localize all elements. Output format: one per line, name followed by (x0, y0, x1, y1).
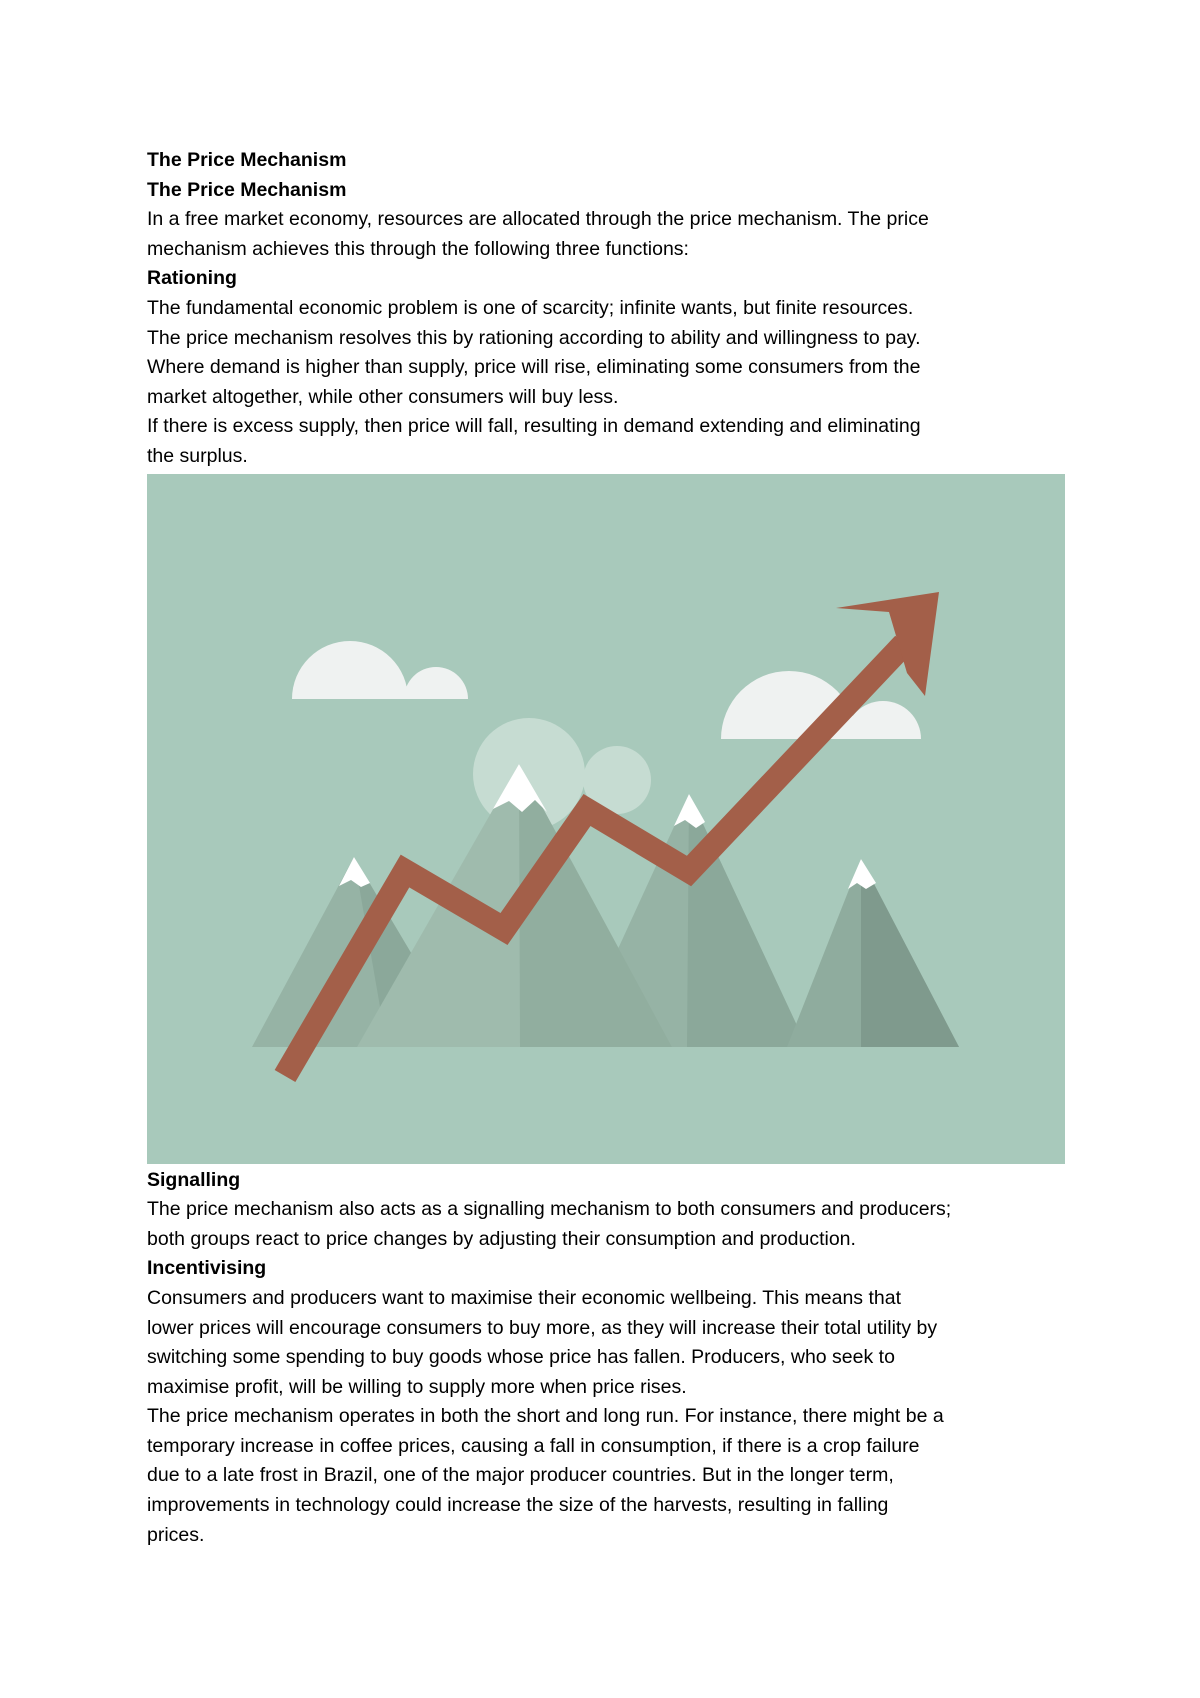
incentivising-line: prices. (147, 1523, 205, 1546)
incentivising-line: The price mechanism operates in both the short and long run. For instance, there might be a (147, 1405, 944, 1428)
rationing-line: Where demand is higher than supply, price will rise, eliminating some consumers from the (147, 356, 921, 379)
section-heading-incentivising: Incentivising (147, 1257, 267, 1280)
incentivising-line: Consumers and producers want to maximise their economic wellbeing. This means that (147, 1286, 901, 1309)
rationing-line: market altogether, while other consumers will buy less. (147, 385, 619, 408)
document-subtitle: The Price Mechanism (147, 178, 347, 201)
section-heading-rationing: Rationing (147, 267, 237, 290)
rationing-line: The price mechanism resolves this by rationing according to ability and willingness to pay. (147, 326, 921, 349)
rising-price-illustration (147, 474, 1065, 1164)
incentivising-line: improvements in technology could increase the size of the harvests, resulting in falling (147, 1494, 889, 1517)
intro-line: mechanism achieves this through the following three functions: (147, 237, 689, 260)
incentivising-line: lower prices will encourage consumers to buy more, as they will increase their total utility by (147, 1316, 938, 1339)
signalling-line: both groups react to price changes by adjusting their consumption and production. (147, 1227, 856, 1250)
signalling-line: The price mechanism also acts as a signalling mechanism to both consumers and producers; (147, 1198, 952, 1221)
document-title: The Price Mechanism (147, 149, 347, 171)
intro-line: In a free market economy, resources are allocated through the price mechanism. The price (147, 208, 929, 231)
section-heading-signalling: Signalling (147, 1168, 241, 1191)
incentivising-line: due to a late frost in Brazil, one of the major producer countries. But in the longer term, (147, 1464, 894, 1487)
document-page (147, 146, 1067, 1550)
rationing-line: the surplus. (147, 444, 248, 467)
rationing-line: If there is excess supply, then price will fall, resulting in demand extending and eliminating (147, 415, 921, 438)
incentivising-line: maximise profit, will be willing to supply more when price rises. (147, 1375, 687, 1398)
rationing-line: The fundamental economic problem is one of scarcity; infinite wants, but finite resources. (147, 296, 914, 319)
incentivising-line: temporary increase in coffee prices, causing a fall in consumption, if there is a crop failure (147, 1434, 920, 1457)
incentivising-line: switching some spending to buy goods whose price has fallen. Producers, who seek to (147, 1346, 895, 1369)
